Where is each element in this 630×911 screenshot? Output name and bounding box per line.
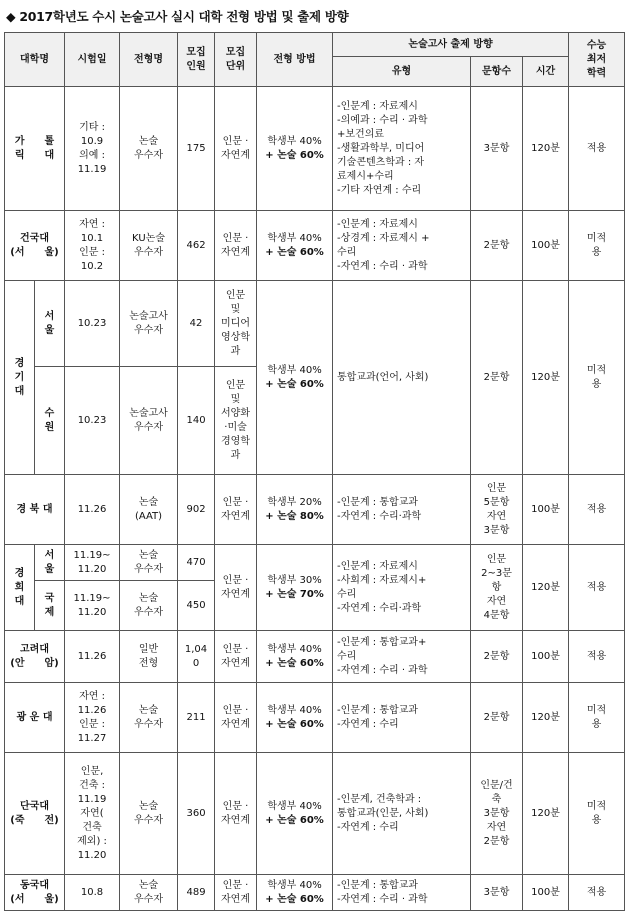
header-date: 시험일 (65, 33, 120, 87)
unit: 인문 · 자연계 (215, 683, 257, 753)
title-text: 2017학년도 수시 논술고사 실시 대학 전형 방법 및 출제 방향 (19, 9, 349, 24)
exam-date: 11.26 (65, 475, 120, 545)
question-count: 2문항 (471, 683, 523, 753)
quota: 1,04 0 (178, 631, 215, 683)
method-essay: + 논술 80% (265, 510, 324, 522)
method-essay: + 논술 60% (265, 657, 324, 669)
question-count: 2문항 (471, 281, 523, 475)
method-essay: + 논술 60% (265, 718, 324, 730)
csat-min: 적용 (569, 631, 625, 683)
admission-type: 논술고사 우수자 (120, 367, 178, 475)
csat-min: 적용 (569, 87, 625, 211)
header-unit: 모집 단위 (215, 33, 257, 87)
quota: 450 (178, 581, 215, 631)
header-method: 전형 방법 (257, 33, 333, 87)
method-record: 학생부 40% (267, 364, 322, 376)
quota: 902 (178, 475, 215, 545)
campus-name: 서 울 (35, 545, 65, 581)
university-name: 단국대 (죽 전) (5, 753, 65, 875)
exam-date: 11.19~ 11.20 (65, 581, 120, 631)
diamond-bullet-icon: ◆ (6, 9, 16, 24)
method-essay: + 논술 70% (265, 588, 324, 600)
method (257, 545, 333, 631)
unit: 인문 · 자연계 (215, 753, 257, 875)
question-type: -인문계 : 자료제시 -사회계 : 자료제시+ 수리 -자연계 : 수리·과학 (333, 545, 471, 631)
question-type: 통합교과(언어, 사회) (333, 281, 471, 475)
method-record: 학생부 40% (267, 704, 322, 716)
method-essay: + 논술 60% (265, 246, 324, 258)
quota: 462 (178, 211, 215, 281)
table-row (5, 475, 625, 545)
question-type: -인문계 : 통합교과 -자연계 : 수리 · 과학 (333, 875, 471, 911)
method-record: 학생부 30% (267, 574, 322, 586)
table-row (5, 631, 625, 683)
exam-date: 11.26 (65, 631, 120, 683)
question-count: 인문/건 축 3문항 자연 2문항 (471, 753, 523, 875)
document-title (6, 7, 348, 25)
quota: 470 (178, 545, 215, 581)
question-count: 2문항 (471, 211, 523, 281)
method-essay: + 논술 60% (265, 378, 324, 390)
unit: 인문 · 자연계 (215, 875, 257, 911)
exam-time: 120분 (523, 753, 569, 875)
quota: 211 (178, 683, 215, 753)
unit: 인문 및 미디어 영상학 과 (215, 281, 257, 367)
university-name: 가 톨 릭 대 (5, 87, 65, 211)
method-essay: + 논술 60% (265, 814, 324, 826)
table-row (5, 87, 625, 211)
header-admission-type: 전형명 (120, 33, 178, 87)
exam-date: 10.23 (65, 281, 120, 367)
exam-time: 100분 (523, 631, 569, 683)
question-type: -인문계 : 통합교과+ 수리 -자연계 : 수리 · 과학 (333, 631, 471, 683)
question-count: 2문항 (471, 631, 523, 683)
header-direction: 논술고사 출제 방향 (333, 33, 569, 57)
table-row (5, 875, 625, 911)
exam-time: 120분 (523, 545, 569, 631)
method-record: 학생부 20% (267, 496, 322, 508)
method-essay: + 논술 60% (265, 149, 324, 161)
method-record: 학생부 40% (267, 800, 322, 812)
admission-type: 논술고사 우수자 (120, 281, 178, 367)
exam-date: 자연 : 11.26 인문 : 11.27 (65, 683, 120, 753)
header-row-1 (5, 33, 625, 57)
exam-time: 120분 (523, 281, 569, 475)
csat-min: 미적 용 (569, 211, 625, 281)
university-name: 광 운 대 (5, 683, 65, 753)
exam-date: 10.8 (65, 875, 120, 911)
admission-type: KU논술 우수자 (120, 211, 178, 281)
admission-type: 논술 우수자 (120, 87, 178, 211)
university-name: 경 북 대 (5, 475, 65, 545)
quota: 489 (178, 875, 215, 911)
campus-name: 서 울 (35, 281, 65, 367)
question-count: 3문항 (471, 875, 523, 911)
method-record: 학생부 40% (267, 879, 322, 891)
question-type: -인문계 : 통합교과 -자연계 : 수리·과학 (333, 475, 471, 545)
quota: 175 (178, 87, 215, 211)
method-record: 학생부 40% (267, 232, 322, 244)
question-count: 인문 5문항 자연 3문항 (471, 475, 523, 545)
unit: 인문 · 자연계 (215, 211, 257, 281)
admission-type: 논술 우수자 (120, 581, 178, 631)
exam-date: 인문, 건축 : 11.19 자연( 건축 제외) : 11.20 (65, 753, 120, 875)
question-count: 인문 2~3문 항 자연 4문항 (471, 545, 523, 631)
header-questions: 문항수 (471, 57, 523, 87)
method-record: 학생부 40% (267, 643, 322, 655)
admission-type: 논술 우수자 (120, 753, 178, 875)
exam-date: 기타 : 10.9 의예 : 11.19 (65, 87, 120, 211)
campus-name: 국 제 (35, 581, 65, 631)
admission-type: 논술 (AAT) (120, 475, 178, 545)
exam-time: 120분 (523, 683, 569, 753)
admission-type: 논술 우수자 (120, 683, 178, 753)
method (257, 875, 333, 911)
exam-time: 120분 (523, 87, 569, 211)
table-row (5, 545, 625, 581)
question-count: 3문항 (471, 87, 523, 211)
exam-date: 자연 : 10.1 인문 : 10.2 (65, 211, 120, 281)
method (257, 281, 333, 475)
method (257, 475, 333, 545)
method (257, 753, 333, 875)
admissions-table (4, 32, 625, 911)
quota: 42 (178, 281, 215, 367)
csat-min: 미적 용 (569, 753, 625, 875)
question-type: -인문계 : 자료제시 -의예과 : 수리 · 과학 +보건의료 -생활과학부, 미디어 기술콘텐츠학과 : 자 료제시+수리 -기타 자연계 : 수리 (333, 87, 471, 211)
header-time: 시간 (523, 57, 569, 87)
method (257, 631, 333, 683)
csat-min: 적용 (569, 545, 625, 631)
question-type: -인문계 : 통합교과 -자연계 : 수리 (333, 683, 471, 753)
quota: 140 (178, 367, 215, 475)
exam-date: 10.23 (65, 367, 120, 475)
unit: 인문 · 자연계 (215, 87, 257, 211)
csat-min: 적용 (569, 475, 625, 545)
table-row (5, 683, 625, 753)
csat-min: 적용 (569, 875, 625, 911)
campus-name: 수 원 (35, 367, 65, 475)
question-type: -인문계 : 자료제시 -상경계 : 자료제시 + 수리 -자연계 : 수리 · 과학 (333, 211, 471, 281)
table-row (5, 753, 625, 875)
unit: 인문 및 서양화 ·미술 경영학 과 (215, 367, 257, 475)
table-row (5, 211, 625, 281)
method (257, 211, 333, 281)
table-row (5, 281, 625, 367)
header-csat-min: 수능 최저 학력 (569, 33, 625, 87)
university-name: 건국대 (서 울) (5, 211, 65, 281)
admission-type: 논술 우수자 (120, 875, 178, 911)
university-name: 경 희 대 (5, 545, 35, 631)
question-type: -인문계, 건축학과 : 통합교과(인문, 사회) -자연계 : 수리 (333, 753, 471, 875)
csat-min: 미적 용 (569, 683, 625, 753)
university-name: 동국대 (서 울) (5, 875, 65, 911)
exam-time: 100분 (523, 475, 569, 545)
quota: 360 (178, 753, 215, 875)
method (257, 683, 333, 753)
university-name: 고려대 (안 암) (5, 631, 65, 683)
unit: 인문 · 자연계 (215, 475, 257, 545)
header-university: 대학명 (5, 33, 65, 87)
unit: 인문 · 자연계 (215, 631, 257, 683)
method (257, 87, 333, 211)
method-record: 학생부 40% (267, 135, 322, 147)
admission-type: 논술 우수자 (120, 545, 178, 581)
admission-type: 일반 전형 (120, 631, 178, 683)
exam-time: 100분 (523, 211, 569, 281)
exam-time: 100분 (523, 875, 569, 911)
csat-min: 미적 용 (569, 281, 625, 475)
university-name: 경 기 대 (5, 281, 35, 475)
header-quota: 모집 인원 (178, 33, 215, 87)
method-essay: + 논술 60% (265, 893, 324, 905)
header-type: 유형 (333, 57, 471, 87)
unit: 인문 · 자연계 (215, 545, 257, 631)
exam-date: 11.19~ 11.20 (65, 545, 120, 581)
